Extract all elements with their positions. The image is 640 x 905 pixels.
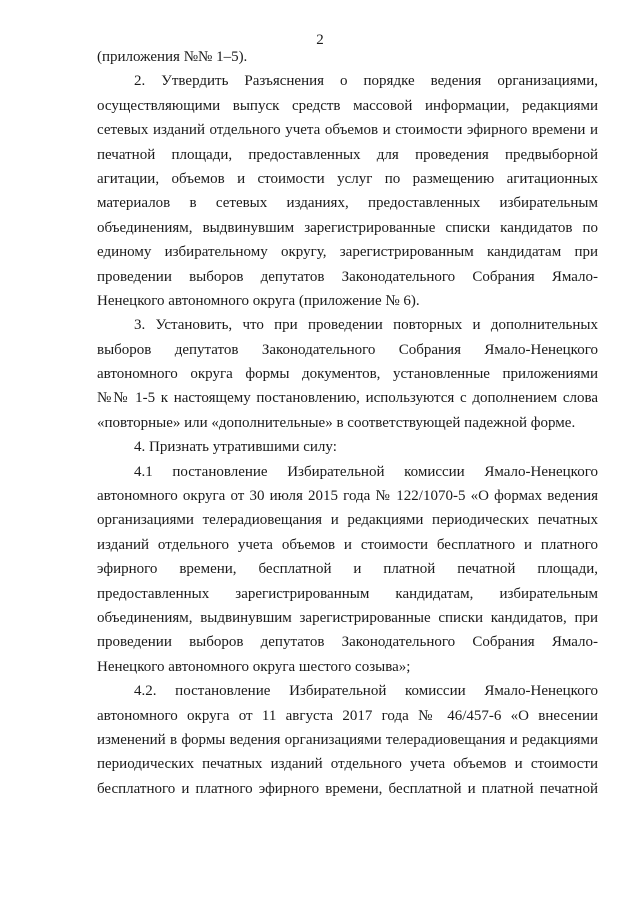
text-line: выборов депутатов Законодательного Собрания Ямало-Ненецкого — [97, 341, 598, 358]
text-line: бесплатного и платного эфирного времени, бесплатной и платной печатной — [97, 780, 598, 797]
text-line: 4.2. постановление Избирательной комиссии Ямало-Ненецкого — [134, 683, 598, 700]
text-line: материалов в сетевых изданиях, предоставленных избирательным — [97, 195, 598, 212]
text-line: 3. Установить, что при проведении повторных и дополнительных — [134, 317, 598, 334]
text-line: изменений в формы ведения организациями телерадиовещания и редакциями — [97, 731, 598, 748]
text-line: сетевых изданий отдельного учета объемов и стоимости эфирного времени и — [97, 122, 598, 139]
text-line: проведении выборов депутатов Законодательного Собрания Ямало- — [97, 268, 598, 285]
page-number: 2 — [316, 32, 324, 48]
text-line: осуществляющими выпуск средств массовой информации, редакциями — [97, 97, 598, 114]
text-line: предоставленных зарегистрированным кандидатам, избирательным — [97, 585, 598, 602]
text-line: 4.1 постановление Избирательной комиссии Ямало-Ненецкого — [134, 463, 598, 480]
text-line: (приложения №№ 1–5). — [97, 49, 248, 65]
text-line: Ненецкого автономного округа шестого созыва»; — [97, 658, 411, 675]
text-line: эфирного времени, бесплатной и платной печатной площади, — [97, 561, 598, 578]
text-line: «повторные» или «дополнительные» в соответствующей падежной форме. — [97, 414, 576, 431]
text-line: печатной площади, предоставленных для проведения предвыборной — [97, 146, 598, 163]
text-line: проведении выборов депутатов Законодательного Собрания Ямало- — [97, 634, 598, 651]
text-line: 4. Признать утратившими силу: — [134, 439, 337, 456]
text-line: автономного округа от 11 августа 2017 года № 46/457-6 «О внесении — [97, 707, 598, 724]
text-line: единому избирательному округу, зарегистрированным кандидатам при — [97, 244, 598, 261]
text-line: изданий отдельного учета объемов и стоимости бесплатного и платного — [97, 536, 598, 553]
text-line: объединениям, выдвинувшим зарегистрированные списки кандидатов, при — [97, 609, 598, 626]
text-line: периодических печатных изданий отдельного учета объемов и стоимости — [97, 756, 598, 773]
text-line: объединениям, выдвинувшим зарегистрированные списки кандидатов по — [97, 219, 598, 236]
text-line: №№ 1-5 к настоящему постановлению, используются с дополнением слова — [97, 390, 598, 407]
text-line: агитации, объемов и стоимости услуг по размещению агитационных — [97, 170, 598, 187]
text-line: Ненецкого автономного округа (приложение № 6). — [97, 292, 420, 309]
text-line: 2. Утвердить Разъяснения о порядке ведения организациями, — [134, 73, 598, 90]
text-line: автономного округа формы документов, установленные приложениями — [97, 366, 598, 383]
text-line: автономного округа от 30 июля 2015 года № 122/1070-5 «О формах ведения — [97, 488, 598, 505]
document-body — [97, 45, 598, 801]
text-line: организациями телерадиовещания и редакциями периодических печатных — [97, 512, 598, 529]
